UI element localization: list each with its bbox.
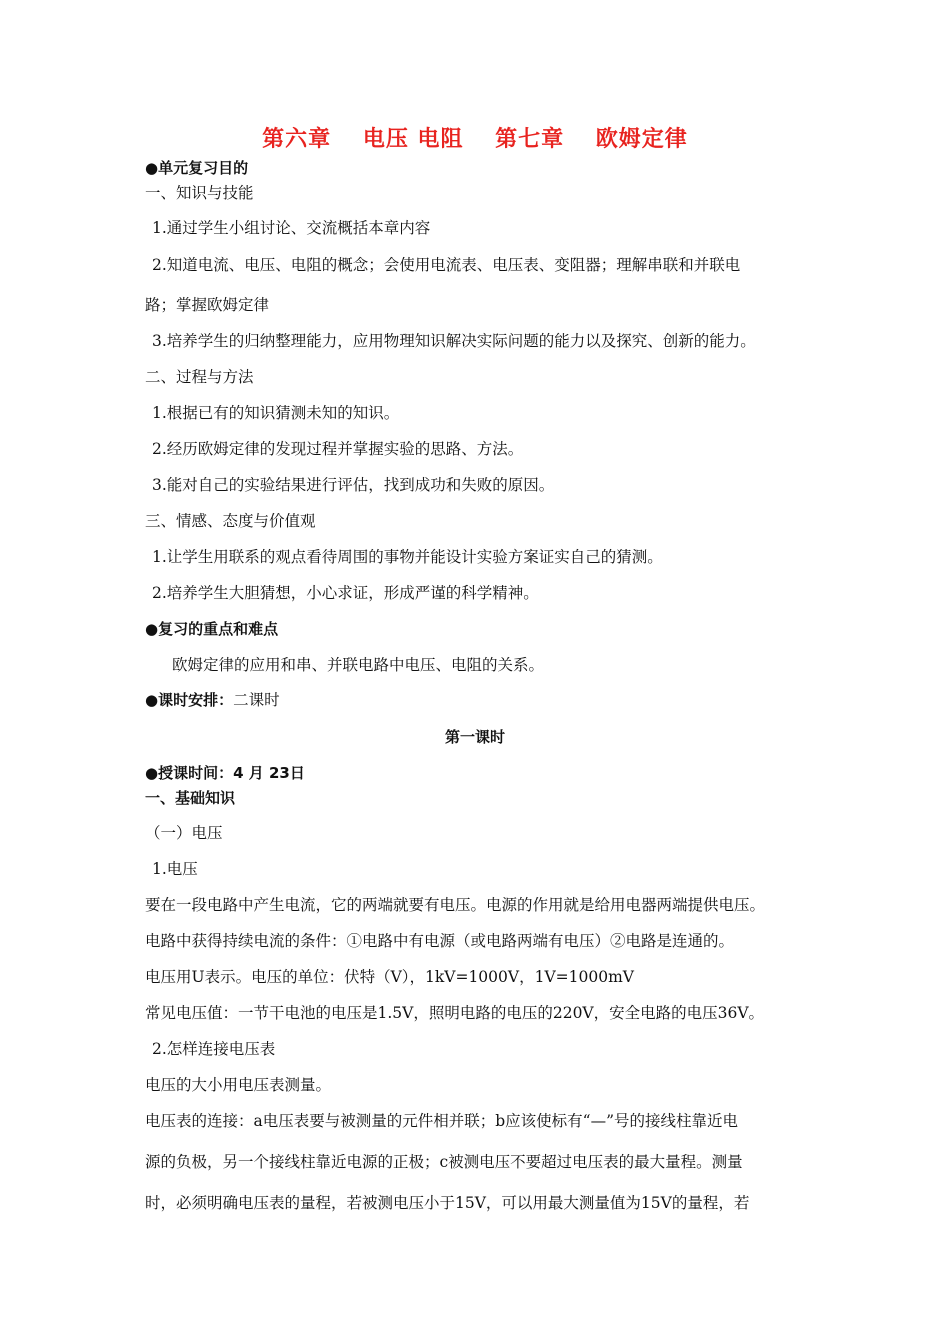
list-item: 3.培养学生的归纳整理能力，应用物理知识解决实际问题的能力以及探究、创新的能力。 [152, 332, 756, 350]
schedule-label: ●课时安排： [145, 691, 234, 709]
basics-heading: 一、基础知识 [145, 789, 236, 807]
list-item: 1.通过学生小组讨论、交流概括本章内容 [152, 219, 431, 237]
list-item-continuation: 路；掌握欧姆定律 [145, 296, 270, 314]
teach-time: ●授课时间：4 月 23日 [145, 764, 305, 782]
paragraph: 常见电压值：一节干电池的电压是1.5V，照明电路的电压的220V，安全电路的电压36V。 [145, 1004, 765, 1022]
list-item: 3.能对自己的实验结果进行评估，找到成功和失败的原因。 [152, 476, 555, 494]
voltage-item-1: 1.电压 [152, 860, 198, 878]
paragraph: 电压用U表示。电压的单位：伏特（V），1kV=1000V，1V=1000mV [145, 968, 634, 986]
paragraph-line: 源的负极，另一个接线柱靠近电源的正极；c被测电压不要超过电压表的最大量程。测量 [145, 1153, 743, 1171]
list-item: 1.根据已有的知识猜测未知的知识。 [152, 404, 400, 422]
lesson-heading: 第一课时 [444, 728, 505, 746]
document-title: 第六章 电压 电阻 第七章 欧姆定律 [262, 127, 688, 152]
schedule-value: 二课时 [233, 691, 280, 709]
list-item: 2.培养学生大胆猜想，小心求证，形成严谨的科学精神。 [152, 584, 539, 602]
paragraph: 电路中获得持续电流的条件：①电路中有电源（或电路两端有电压）②电路是连通的。 [145, 932, 735, 950]
list-item: 1.让学生用联系的观点看待周围的事物并能设计实验方案证实自己的猜测。 [152, 548, 663, 566]
paragraph: 电压的大小用电压表测量。 [145, 1076, 332, 1094]
section2-heading: 二、过程与方法 [145, 368, 254, 386]
goals-heading: ●单元复习目的 [145, 159, 249, 177]
keypoints-text: 欧姆定律的应用和串、并联电路中电压、电阻的关系。 [172, 656, 545, 674]
paragraph-line: 时，必须明确电压表的量程，若被测电压小于15V，可以用最大测量值为15V的量程，若 [145, 1194, 750, 1212]
schedule-row [145, 690, 280, 710]
list-item: 2.经历欧姆定律的发现过程并掌握实验的思路、方法。 [152, 440, 524, 458]
voltage-subheading: （一）电压 [145, 824, 223, 842]
section3-heading: 三、情感、态度与价值观 [145, 512, 316, 530]
keypoints-heading: ●复习的重点和难点 [145, 620, 279, 638]
section1-heading: 一、知识与技能 [145, 184, 254, 202]
paragraph-line: 电压表的连接：a电压表要与被测量的元件相并联；b应该使标有“—”号的接线柱靠近电 [145, 1112, 739, 1130]
paragraph: 要在一段电路中产生电流，它的两端就要有电压。电源的作用就是给用电器两端提供电压。 [145, 896, 766, 914]
list-item: 2.知道电流、电压、电阻的概念；会使用电流表、电压表、变阻器；理解串联和并联电 [152, 256, 741, 274]
voltage-item-2: 2.怎样连接电压表 [152, 1040, 276, 1058]
